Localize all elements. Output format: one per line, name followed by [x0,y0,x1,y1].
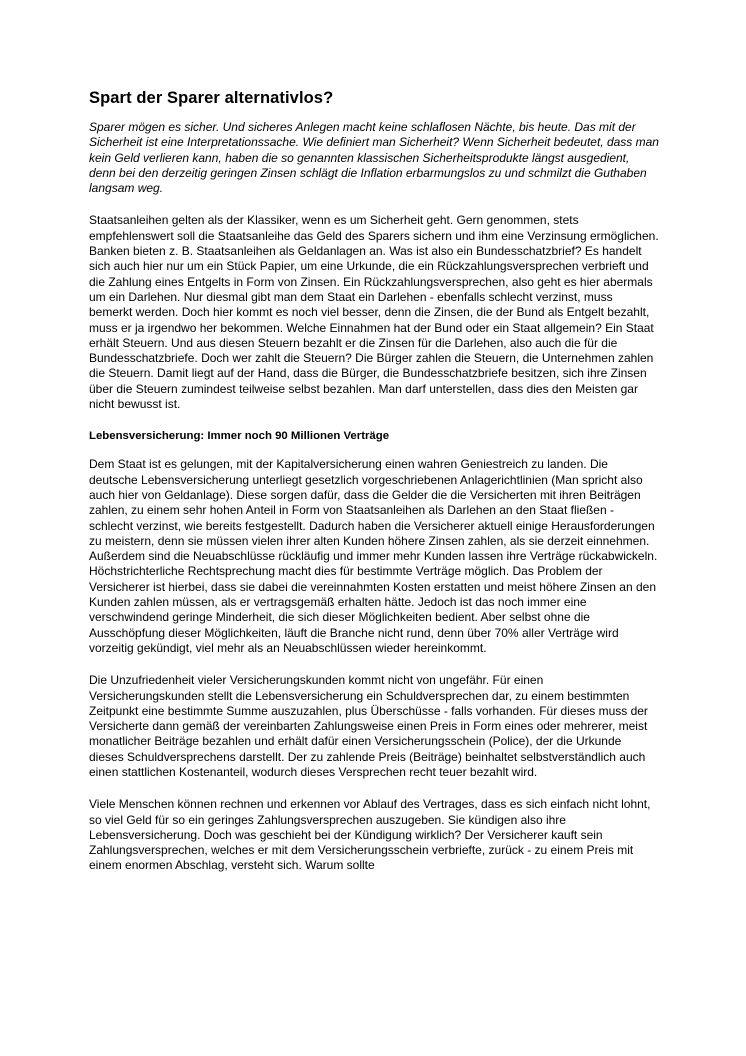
lede-text: Sparer mögen es sicher. Und sicheres Anlegen macht keine schlaflosen Nächte, bis heute. Das mit der Sicherheit ist eine Interpretationssache. Wie definiert man Sicherheit? Wenn Sicherheit bedeutet, dass man kein Geld verlieren kann, haben die so genannten klassischen Sicherheitsprodukte längst ausgedient, denn bei den derzeitig geringen Zinsen schlägt die Inflation erbarmungslos zu und schmilzt die Guthaben langsam weg. [89,120,659,196]
paragraph-kuendigung [89,797,659,873]
article-title: Spart der Sparer alternativlos? [89,89,334,107]
paragraph-kapitalversicherung [89,457,659,656]
paragraph-text: Staatsanleihen gelten als der Klassiker, wenn es um Sicherheit geht. Gern genommen, stets empfehlenswert soll die Staatsanleihe das Geld des Sparers sichern und ihm eine Verzinsung ermöglichen. Banken bieten z. B. Staatsanleihen als Geldanlagen an. Was ist also ein Bundesschatzbrief? Es handelt sich auch hier nur um ein Stück Papier, um eine Urkunde, die ein Rückzahlungsversprechen verbrieft und die Zahlung eines Entgelts in Form von Zinsen. Ein Rückzahlungsversprechen, also geht es hier abermals um ein Darlehen. Nur diesmal gibt man dem Staat ein Darlehen - ebenfalls schlecht verzinst, muss bemerkt werden. Doch hier kommt es noch viel besser, denn die Zinsen, die der Bund als Entgelt bezahlt, muss er ja irgendwo her bekommen. Welche Einnahmen hat der Bund oder ein Staat allgemein? Ein Staat erhält Steuern. Und aus diesen Steuern bezahlt er die Zinsen für die Darlehen, also auch die für die Bundesschatzbriefe. Doch wer zahlt die Steuern? Die Bürger zahlen die Steuern, die Unternehmen zahlen die Steuern. Damit liegt auf der Hand, dass die Bürger, die Bundesschatzbriefe besitzen, sich ihre Zinsen über die Steuern zumindest teilweise selbst bezahlen. Man darf unterstellen, dass dies den Meisten gar nicht bewusst ist. [89,213,659,412]
paragraph-text: Die Unzufriedenheit vieler Versicherungskunden kommt nicht von ungefähr. Für einen Versicherungskunden stellt die Lebensversicherung ein Schuldversprechen dar, zu einem bestimmten Zeitpunkt eine bestimmte Summe auszuzahlen, plus Überschüsse - falls vorhanden. Für dieses muss der Versicherte dann gemäß der vereinbarten Zahlungsweise einen Preis in Form eines oder mehrerer, meist monatlicher Beiträge bezahlen und erhält dafür einen Versicherungsschein (Police), der die Urkunde dieses Schuldversprechens darstellt. Der zu zahlende Preis (Beiträge) beinhaltet selbstverständlich auch einen stattlichen Kostenanteil, wodurch dieses Versprechen recht teuer bezahlt wird. [89,673,648,779]
paragraph-text: Dem Staat ist es gelungen, mit der Kapitalversicherung einen wahren Geniestreich zu landen. Die deutsche Lebensversicherung unterliegt gesetzlich vorgeschriebenen Anlagerichtlinien (Man spricht also auch hier von Geldanlage). Diese sorgen dafür, dass die Gelder die die Versicherten mit ihren Beiträgen zahlen, zu einem sehr hohen Anteil in Form von Staatsanleihen als Darlehen an den Staat fließen - schlecht verzinst, wie bereits festgestellt. Dadurch haben die Versicherer aktuell einige Herausforderungen zu meistern, denn sie müssen vielen ihrer alten Kunden höhere Zinsen zahlen, als sie derzeit einnehmen. Außerdem sind die Neuabschlüsse rückläufig und immer mehr Kunden lassen ihre Verträge rückabwickeln. Höchstrichterliche Rechtsprechung macht dies für bestimmte Verträge möglich. Das Problem der Versicherer ist hierbei, dass sie dabei die vereinnahmten Kosten erstatten und meist höhere Zinsen an den Kunden zahlen müssen, als er vertragsgemäß erhalten hätte. Jedoch ist das noch immer eine verschwindend geringe Minderheit, die sich dieser Möglichkeiten bedient. Aber selbst ohne die Ausschöpfung dieser Möglichkeiten, läuft die Branche nicht rund, denn über 70% aller Verträge wird vorzeitig gekündigt, viel mehr als an Neuabschlüssen wieder hereinkommt. [89,457,658,655]
section-heading: Lebensversicherung: Immer noch 90 Millionen Verträge [89,430,390,443]
paragraph-text: Viele Menschen können rechnen und erkennen vor Ablauf des Vertrages, dass es sich einfach nicht lohnt, so viel Geld für so ein geringes Zahlungsversprechen auszugeben. Sie kündigen also ihre Lebensversicherung. Doch was geschieht bei der Kündigung wirklich? Der Versicherer kauft sein Zahlungsversprechen, welches er mit dem Versicherungsschein verbriefte, zurück - zu einem Preis mit einem enormen Abschlag, versteht sich. Warum sollte [89,797,651,873]
paragraph-staatsanleihen [89,213,659,412]
article-lede [89,120,659,196]
document-page [89,88,659,891]
paragraph-unzufriedenheit [89,673,659,780]
